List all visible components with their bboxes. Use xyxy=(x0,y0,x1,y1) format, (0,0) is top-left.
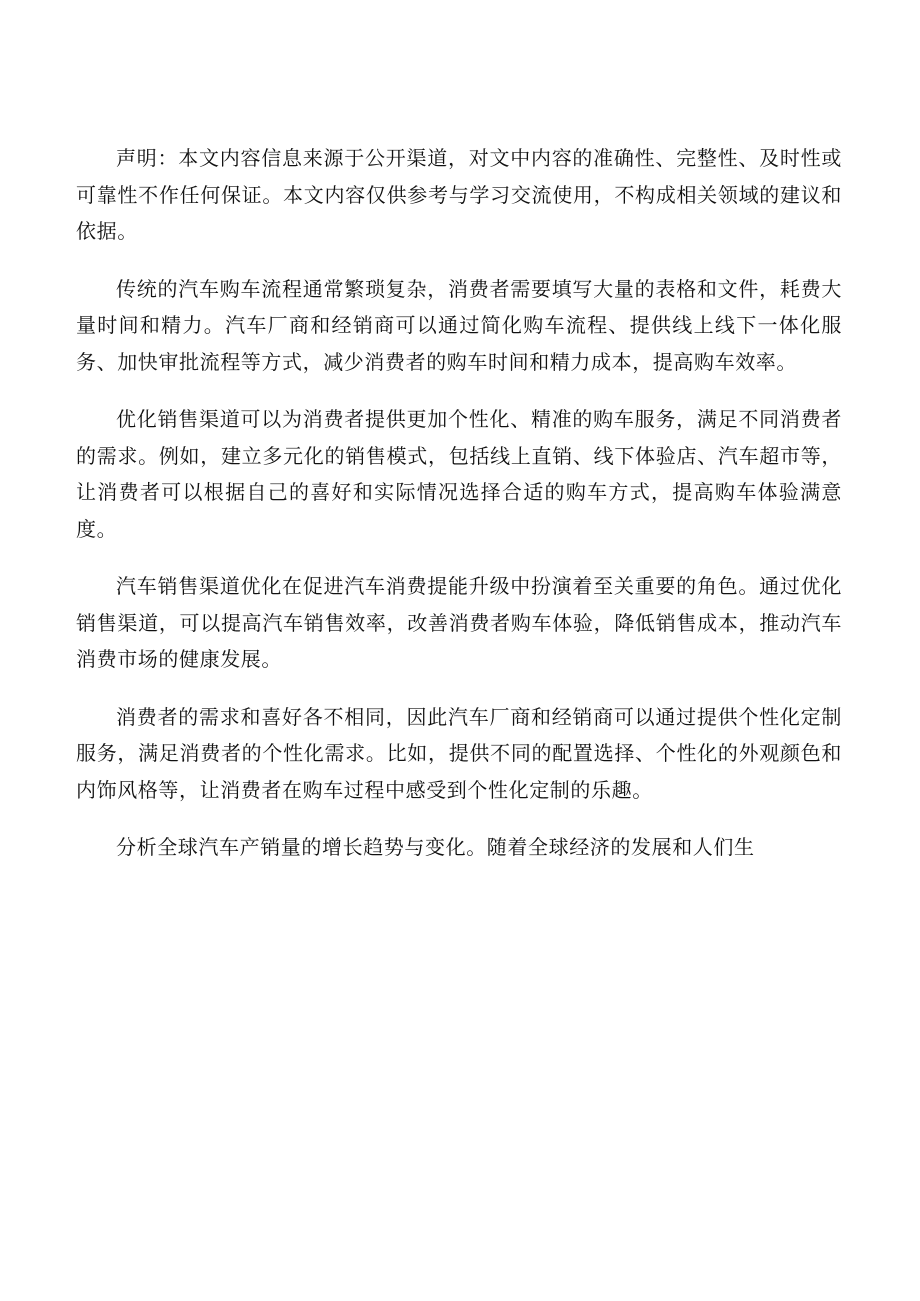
body-paragraph-global-trend: 分析全球汽车产销量的增长趋势与变化。随着全球经济的发展和人们生 xyxy=(116,835,755,859)
body-paragraph-personalized-service: 优化销售渠道可以为消费者提供更加个性化、精准的购车服务，满足不同消费者的需求。例如，建立多元化的销售模式，包括线上直销、线下体验店、汽车超市等，让消费者可以根据自己的喜好和实际情况选择合适的购车方式，提高购车体验满意度。 xyxy=(76,407,842,541)
body-paragraph-channel-role: 汽车销售渠道优化在促进汽车消费提能升级中扮演着至关重要的角色。通过优化销售渠道，可以提高汽车销售效率，改善消费者购车体验，降低销售成本，推动汽车消费市场的健康发展。 xyxy=(76,574,842,671)
disclaimer-paragraph: 声明：本文内容信息来源于公开渠道，对文中内容的准确性、完整性、及时性或可靠性不作任何保证。本文内容仅供参考与学习交流使用，不构成相关领域的建议和依据。 xyxy=(76,146,842,243)
body-paragraph-customization: 消费者的需求和喜好各不相同，因此汽车厂商和经销商可以通过提供个性化定制服务，满足消费者的个性化需求。比如，提供不同的配置选择、个性化的外观颜色和内饰风格等，让消费者在购车过程中感受到个性化定制的乐趣。 xyxy=(76,704,842,802)
body-paragraph-simplify-process: 传统的汽车购车流程通常繁琐复杂，消费者需要填写大量的表格和文件，耗费大量时间和精力。汽车厂商和经销商可以通过简化购车流程、提供线上线下一体化服务、加快审批流程等方式，减少消费者的购车时间和精力成本，提高购车效率。 xyxy=(76,276,842,374)
document-body xyxy=(76,140,842,887)
